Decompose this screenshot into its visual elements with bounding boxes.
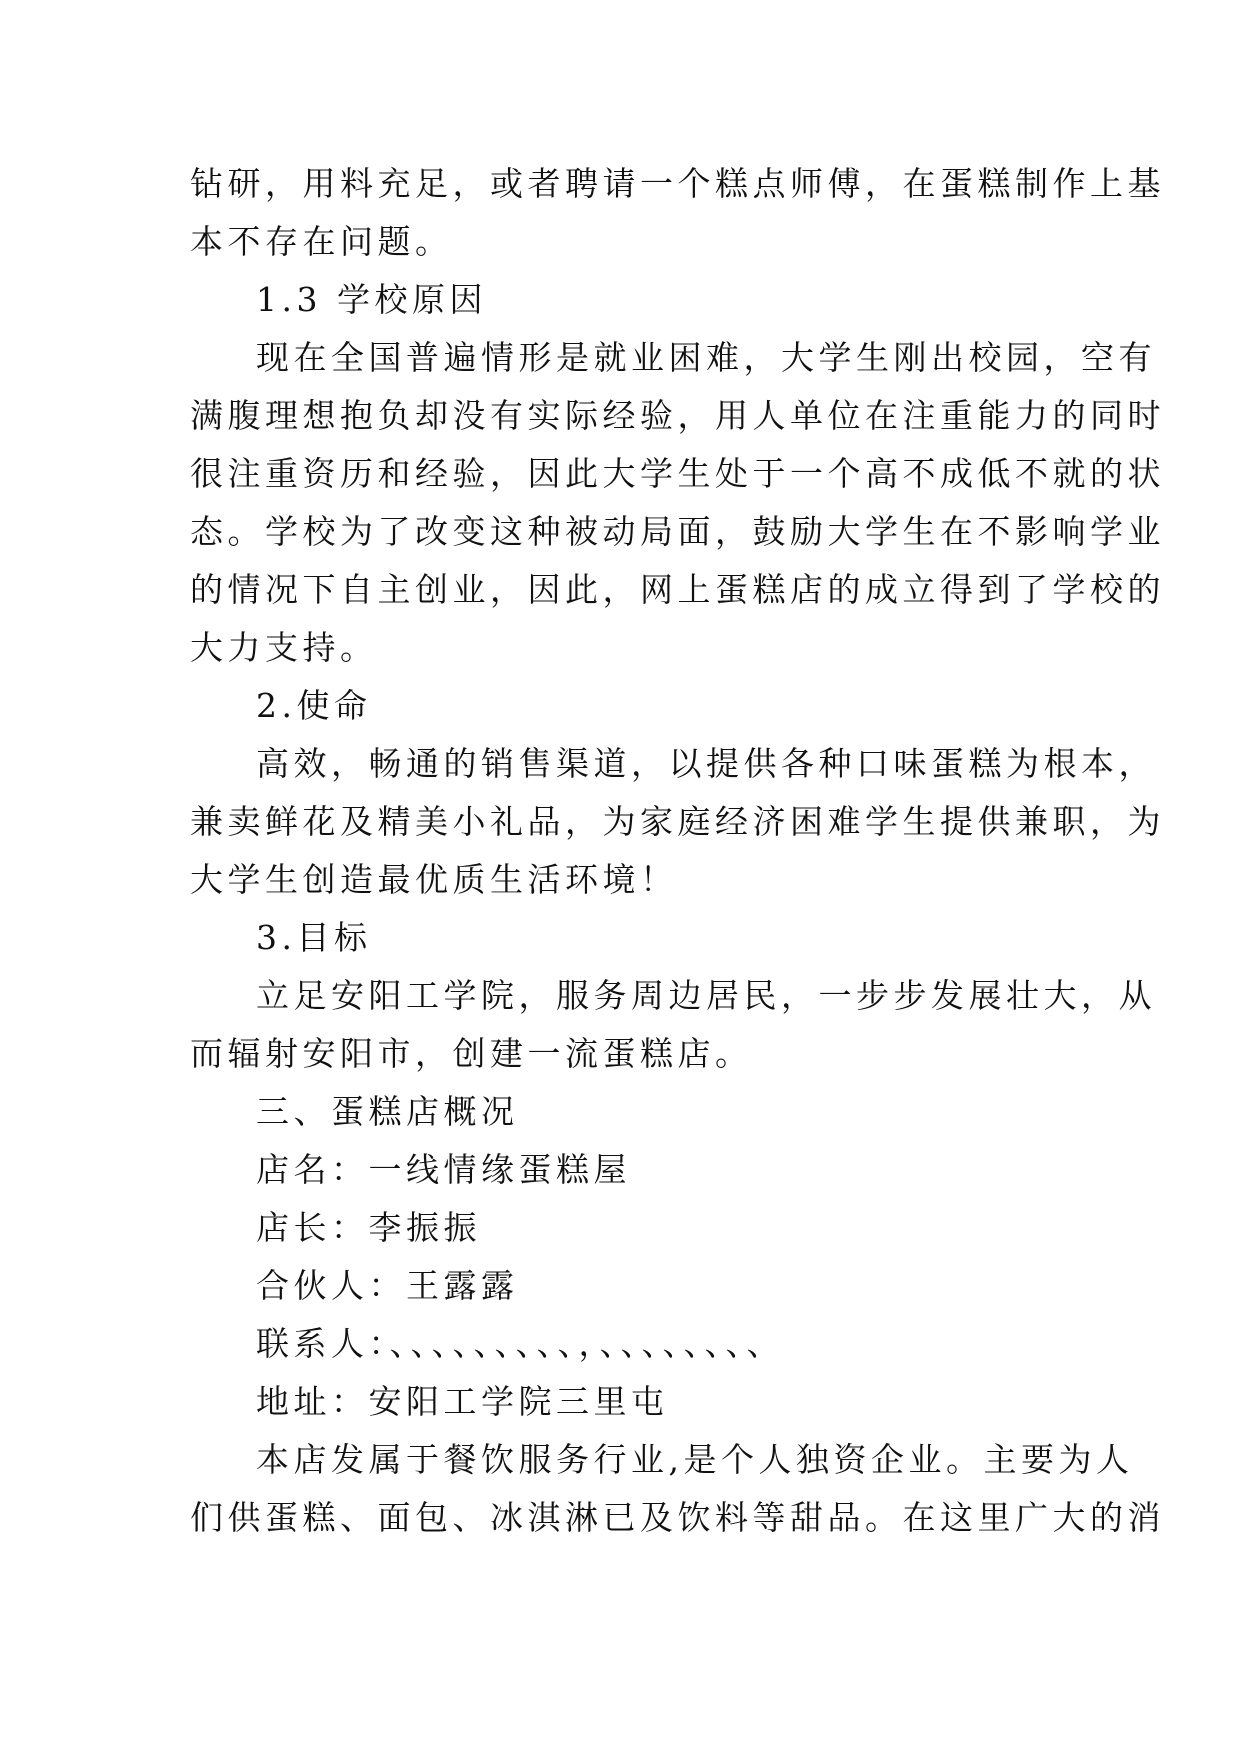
- info-line-contact: 联系人：、、、、、、、、、，、、、、、、、、: [256, 1324, 784, 1363]
- info-line-manager: 店长：李振振: [256, 1208, 481, 1247]
- document-body: [190, 155, 1165, 1547]
- paragraph-line: 钻研，用料充足，或者聘请一个糕点师傅，在蛋糕制作上基: [190, 164, 1165, 203]
- paragraph-line: 而辐射安阳市，创建一流蛋糕店。: [190, 1034, 753, 1073]
- paragraph-line: 高效，畅通的销售渠道，以提供各种口味蛋糕为根本，: [256, 744, 1156, 783]
- paragraph-line: 大力支持。: [190, 628, 378, 667]
- paragraph-line: 的情况下自主创业，因此，网上蛋糕店的成立得到了学校的: [190, 570, 1165, 609]
- paragraph-line: 本店发属于餐饮服务行业,是个人独资企业。主要为人: [256, 1440, 1134, 1479]
- section-heading: 三、蛋糕店概况: [256, 1092, 519, 1131]
- info-line-partner: 合伙人：王露露: [256, 1266, 519, 1305]
- paragraph-line: 现在全国普遍情形是就业困难，大学生刚出校园，空有: [256, 338, 1156, 377]
- info-line-shop-name: 店名：一线情缘蛋糕屋: [256, 1150, 631, 1189]
- paragraph-line: 立足安阳工学院，服务周边居民，一步步发展壮大，从: [256, 976, 1156, 1015]
- paragraph-line: 本不存在问题。: [190, 222, 453, 261]
- section-heading: 2.使命: [256, 686, 372, 725]
- paragraph-line: 们供蛋糕、面包、冰淇淋已及饮料等甜品。在这里广大的消: [190, 1498, 1165, 1537]
- paragraph-line: 大学生创造最优质生活环境！: [190, 860, 678, 899]
- paragraph-line: 很注重资历和经验，因此大学生处于一个高不成低不就的状: [190, 454, 1165, 493]
- paragraph-line: 兼卖鲜花及精美小礼品，为家庭经济困难学生提供兼职，为: [190, 802, 1165, 841]
- paragraph-line: 满腹理想抱负却没有实际经验，用人单位在注重能力的同时: [190, 396, 1165, 435]
- info-line-address: 地址：安阳工学院三里屯: [256, 1382, 669, 1421]
- section-heading: 3.目标: [256, 918, 372, 957]
- section-heading: 1.3 学校原因: [256, 280, 487, 319]
- paragraph-line: 态。学校为了改变这种被动局面，鼓励大学生在不影响学业: [190, 512, 1165, 551]
